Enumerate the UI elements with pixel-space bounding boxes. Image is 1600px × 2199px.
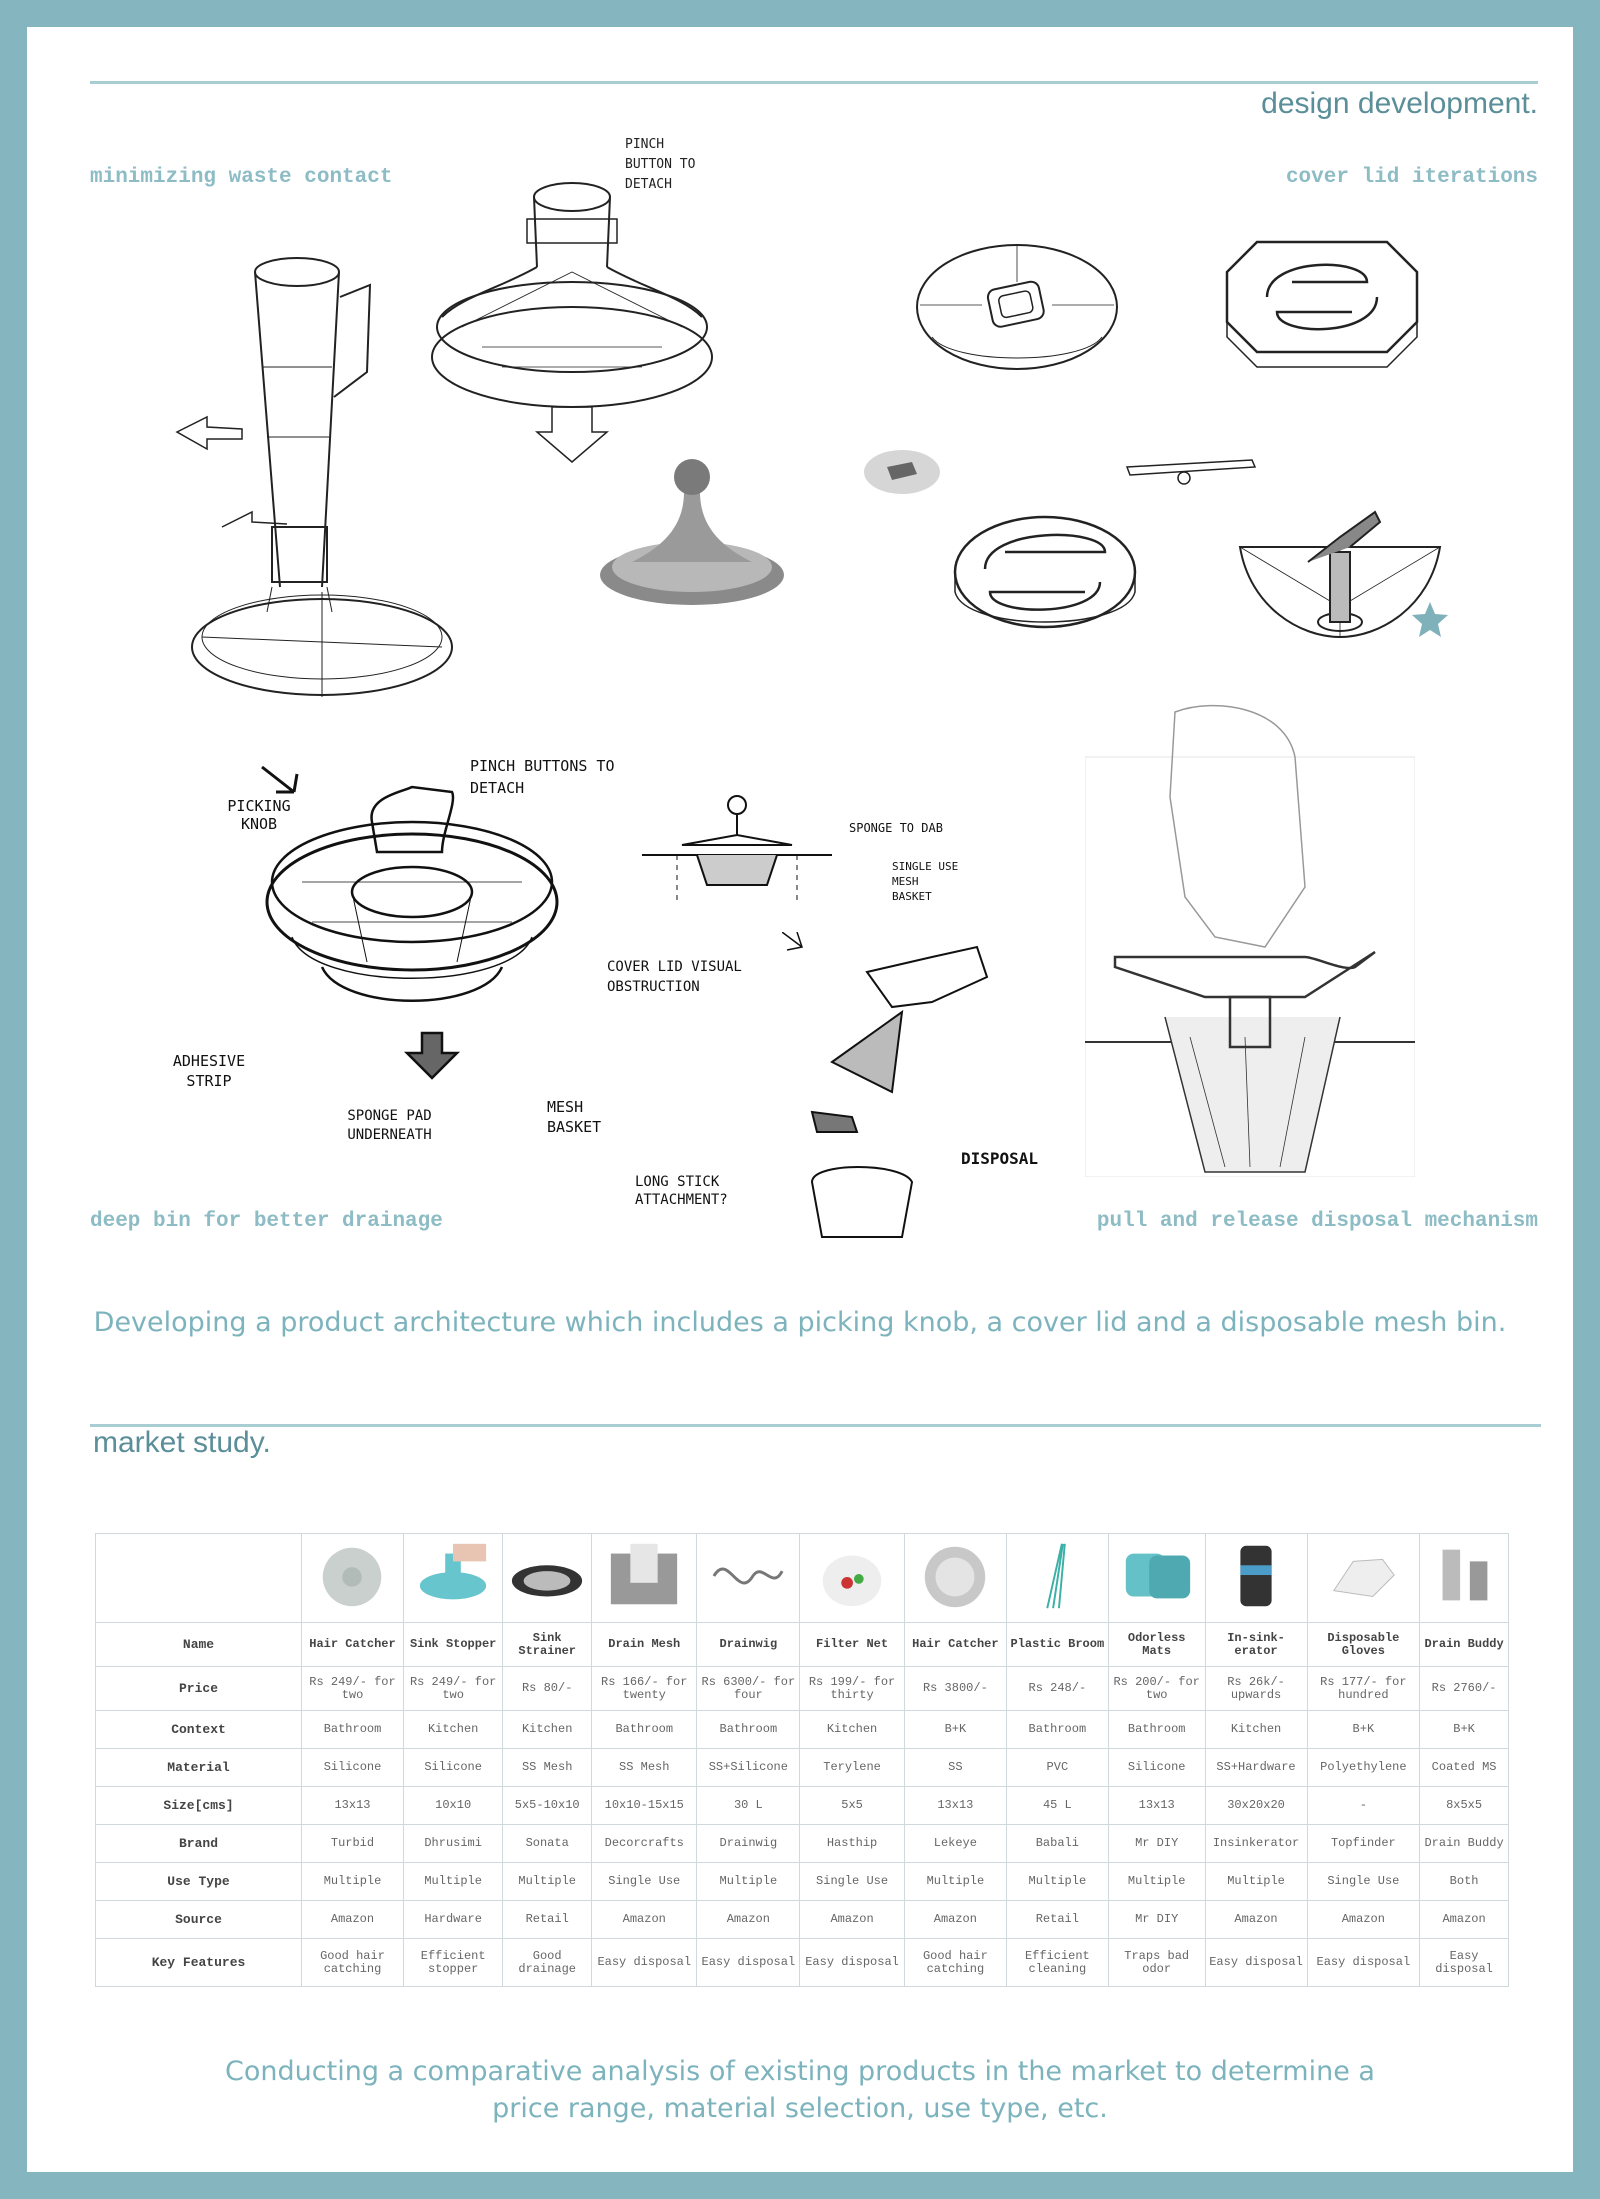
table-cell: 13x13: [1108, 1787, 1205, 1825]
table-cell: In-sink-erator: [1205, 1623, 1307, 1667]
table-cell: Rs 177/- for hundred: [1307, 1667, 1420, 1711]
table-cell: Drainwig: [697, 1825, 800, 1863]
table-cell: Decorcrafts: [592, 1825, 697, 1863]
table-cell: Rs 248/-: [1006, 1667, 1108, 1711]
product-thumb-8: [1006, 1534, 1108, 1623]
label-deep-bin: deep bin for better drainage: [90, 1210, 443, 1233]
table-cell: Easy disposal: [697, 1939, 800, 1987]
table-cell: Amazon: [1420, 1901, 1509, 1939]
table-row-size: [96, 1787, 1509, 1825]
table-cell: Kitchen: [503, 1711, 592, 1749]
table-cell: Rs 26k/- upwards: [1205, 1667, 1307, 1711]
table-cell: Amazon: [302, 1901, 404, 1939]
table-cell: SS Mesh: [503, 1749, 592, 1787]
top-rule: [90, 81, 1538, 84]
table-cell: Easy disposal: [1307, 1939, 1420, 1987]
row-header-key-features: Key Features: [96, 1939, 302, 1987]
table-cell: Hair Catcher: [904, 1623, 1006, 1667]
annotation-sponge-to-dab: SPONGE TO DAB: [849, 821, 943, 835]
row-header-brand: Brand: [96, 1825, 302, 1863]
table-cell: Rs 199/- for thirty: [800, 1667, 905, 1711]
table-cell: Plastic Broom: [1006, 1623, 1108, 1667]
table-cell: Kitchen: [800, 1711, 905, 1749]
product-thumb-6: [800, 1534, 905, 1623]
table-cell: 5x5-10x10: [503, 1787, 592, 1825]
product-thumb-1: [302, 1534, 404, 1623]
table-cell: Drainwig: [697, 1623, 800, 1667]
design-caption: Developing a product architecture which includes a picking knob, a cover lid and a disposable mesh bin.: [93, 1307, 1507, 1338]
table-row-brand: [96, 1825, 1509, 1863]
table-cell: Polyethylene: [1307, 1749, 1420, 1787]
table-cell: Easy disposal: [1420, 1939, 1509, 1987]
table-cell: Bathroom: [697, 1711, 800, 1749]
table-cell: Both: [1420, 1863, 1509, 1901]
table-cell: Dhrusimi: [403, 1825, 502, 1863]
row-header-name: Name: [96, 1623, 302, 1667]
annotation-picking-knob: PICKING KNOB: [227, 797, 291, 833]
table-cell: Hardware: [403, 1901, 502, 1939]
table-cell: Amazon: [800, 1901, 905, 1939]
annotation-pinch-buttons: PINCH BUTTONS TO DETACH: [470, 757, 615, 797]
drainwig-icon: [709, 1541, 787, 1611]
table-cell: Rs 200/- for two: [1108, 1667, 1205, 1711]
table-row-images: [96, 1534, 1509, 1623]
table-cell: Kitchen: [1205, 1711, 1307, 1749]
table-cell: Silicone: [302, 1749, 404, 1787]
table-cell: Easy disposal: [1205, 1939, 1307, 1987]
table-cell: Good drainage: [503, 1939, 592, 1987]
sketch-sponge-dab: [637, 795, 837, 905]
table-cell: Silicone: [1108, 1749, 1205, 1787]
table-cell: B+K: [1307, 1711, 1420, 1749]
table-cell: Hasthip: [800, 1825, 905, 1863]
table-cell: Sink Strainer: [503, 1623, 592, 1667]
row-header-source: Source: [96, 1901, 302, 1939]
table-cell: 10x10-15x15: [592, 1787, 697, 1825]
table-cell: Rs 6300/- for four: [697, 1667, 800, 1711]
table-row-use-type: [96, 1863, 1509, 1901]
table-cell: Lekeye: [904, 1825, 1006, 1863]
table-cell: Retail: [1006, 1901, 1108, 1939]
table-cell: Easy disposal: [800, 1939, 905, 1987]
table-cell: 13x13: [904, 1787, 1006, 1825]
poster-page: [27, 27, 1573, 2172]
table-cell: Rs 2760/-: [1420, 1667, 1509, 1711]
table-cell: 45 L: [1006, 1787, 1108, 1825]
table-cell: Terylene: [800, 1749, 905, 1787]
annotation-disposal: DISPOSAL: [961, 1149, 1039, 1168]
annotation-pinch-button: PINCH BUTTON TO DETACH: [625, 137, 696, 192]
table-cell: B+K: [1420, 1711, 1509, 1749]
table-cell: Multiple: [503, 1863, 592, 1901]
annotation-cover-lid: COVER LID VISUAL OBSTRUCTION: [607, 959, 742, 995]
table-cell: Multiple: [403, 1863, 502, 1901]
table-cell: Turbid: [302, 1825, 404, 1863]
table-cell: Multiple: [904, 1863, 1006, 1901]
table-cell: Amazon: [1205, 1901, 1307, 1939]
table-cell: 30x20x20: [1205, 1787, 1307, 1825]
lid-part-sideview: [1122, 445, 1262, 495]
product-thumb-5: [697, 1534, 800, 1623]
table-cell: Efficient stopper: [403, 1939, 502, 1987]
annotation-single-use: SINGLE USE MESH BASKET: [892, 860, 959, 903]
table-cell: Mr DIY: [1108, 1901, 1205, 1939]
market-caption: Conducting a comparative analysis of existing products in the market to determine a price range, material selection, use type, etc.: [225, 2056, 1375, 2124]
table-cell: Easy disposal: [592, 1939, 697, 1987]
table-row-source: [96, 1901, 1509, 1939]
table-cell: Sonata: [503, 1825, 592, 1863]
product-thumb-7: [904, 1534, 1006, 1623]
market-rule: [90, 1424, 1541, 1427]
table-cell: Hair Catcher: [302, 1623, 404, 1667]
product-thumb-4: [592, 1534, 697, 1623]
table-cell: Filter Net: [800, 1623, 905, 1667]
table-cell: SS Mesh: [592, 1749, 697, 1787]
table-cell: Retail: [503, 1901, 592, 1939]
filter-net-icon: [813, 1541, 891, 1611]
sink-stopper-icon: [414, 1541, 492, 1611]
table-cell: Traps bad odor: [1108, 1939, 1205, 1987]
table-cell: Rs 249/- for two: [302, 1667, 404, 1711]
table-cell: B+K: [904, 1711, 1006, 1749]
row-header-price: Price: [96, 1667, 302, 1711]
table-cell: Multiple: [1205, 1863, 1307, 1901]
lid-iteration-2: [1217, 222, 1427, 372]
table-row-context: [96, 1711, 1509, 1749]
table-cell: Insinkerator: [1205, 1825, 1307, 1863]
drain-buddy-icon: [1425, 1541, 1503, 1611]
table-cell: SS+Hardware: [1205, 1749, 1307, 1787]
table-cell: Single Use: [800, 1863, 905, 1901]
annotation-sponge-pad: SPONGE PAD UNDERNEATH: [347, 1108, 432, 1143]
table-cell: Mr DIY: [1108, 1825, 1205, 1863]
sketch-pull-release: [1085, 697, 1415, 1177]
table-cell: Rs 249/- for two: [403, 1667, 502, 1711]
sketch-pinch-knob: [422, 157, 742, 487]
table-cell: PVC: [1006, 1749, 1108, 1787]
in-sink-erator-icon: [1217, 1541, 1295, 1611]
table-cell: 13x13: [302, 1787, 404, 1825]
table-cell: Rs 166/- for twenty: [592, 1667, 697, 1711]
table-row-material: [96, 1749, 1509, 1787]
hair-catcher-steel-icon: [916, 1541, 994, 1611]
design-title: design development.: [1261, 87, 1538, 120]
table-cell: Multiple: [1108, 1863, 1205, 1901]
table-cell: Single Use: [1307, 1863, 1420, 1901]
lid-iteration-3: [945, 497, 1145, 647]
annotation-adhesive-strip: ADHESIVE STRIP: [172, 1052, 246, 1090]
product-thumb-12: [1420, 1534, 1509, 1623]
market-comparison-table: [95, 1533, 1509, 1987]
product-thumb-2: [403, 1534, 502, 1623]
table-cell: Single Use: [592, 1863, 697, 1901]
lid-iteration-1: [912, 227, 1122, 377]
table-cell: Disposable Gloves: [1307, 1623, 1420, 1667]
table-cell: Efficient cleaning: [1006, 1939, 1108, 1987]
table-cell: Amazon: [904, 1901, 1006, 1939]
table-row-key-features: [96, 1939, 1509, 1987]
product-thumb-11: [1307, 1534, 1420, 1623]
table-cell: Topfinder: [1307, 1825, 1420, 1863]
table-cell: Drain Buddy: [1420, 1825, 1509, 1863]
label-minimizing-waste: minimizing waste contact: [90, 166, 393, 189]
table-cell: Multiple: [302, 1863, 404, 1901]
sketch-hand-disposal: [782, 932, 1012, 1242]
drain-mesh-icon: [605, 1541, 683, 1611]
table-cell: Good hair catching: [302, 1939, 404, 1987]
table-cell: SS+Silicone: [697, 1749, 800, 1787]
table-cell: 5x5: [800, 1787, 905, 1825]
row-header-size: Size[cms]: [96, 1787, 302, 1825]
star-icon: [1410, 600, 1450, 640]
table-cell: Bathroom: [1108, 1711, 1205, 1749]
odorless-mats-icon: [1118, 1541, 1196, 1611]
table-cell: Bathroom: [592, 1711, 697, 1749]
table-cell: Multiple: [1006, 1863, 1108, 1901]
table-cell: Bathroom: [302, 1711, 404, 1749]
table-cell: Rs 80/-: [503, 1667, 592, 1711]
table-cell: Silicone: [403, 1749, 502, 1787]
product-thumb-3: [503, 1534, 592, 1623]
table-cell: Drain Buddy: [1420, 1623, 1509, 1667]
plastic-broom-icon: [1018, 1541, 1096, 1611]
table-cell: -: [1307, 1787, 1420, 1825]
table-corner-cell: [96, 1534, 302, 1623]
label-cover-lid-iterations: cover lid iterations: [1285, 166, 1538, 189]
row-header-context: Context: [96, 1711, 302, 1749]
sketch-shaded-knob: [592, 447, 792, 617]
table-cell: 30 L: [697, 1787, 800, 1825]
lid-iteration-small: [857, 432, 947, 502]
product-thumb-9: [1108, 1534, 1205, 1623]
table-cell: Rs 3800/-: [904, 1667, 1006, 1711]
row-header-use-type: Use Type: [96, 1863, 302, 1901]
table-row-price: [96, 1667, 1509, 1711]
market-title: market study.: [93, 1426, 271, 1459]
disposable-gloves-icon: [1324, 1541, 1402, 1611]
table-cell: Coated MS: [1420, 1749, 1509, 1787]
table-cell: Babali: [1006, 1825, 1108, 1863]
annotation-mesh-basket: MESH BASKET: [547, 1098, 602, 1136]
table-cell: Amazon: [697, 1901, 800, 1939]
sink-strainer-icon: [508, 1541, 586, 1611]
annotation-long-stick: LONG STICK ATTACHMENT?: [635, 1174, 728, 1208]
table-cell: Bathroom: [1006, 1711, 1108, 1749]
label-pull-release: pull and release disposal mechanism: [1096, 1210, 1538, 1233]
table-cell: Amazon: [592, 1901, 697, 1939]
hair-catcher-icon: [313, 1541, 391, 1611]
table-cell: Drain Mesh: [592, 1623, 697, 1667]
table-cell: Amazon: [1307, 1901, 1420, 1939]
table-cell: Multiple: [697, 1863, 800, 1901]
product-thumb-10: [1205, 1534, 1307, 1623]
table-cell: SS: [904, 1749, 1006, 1787]
table-cell: Good hair catching: [904, 1939, 1006, 1987]
table-cell: Kitchen: [403, 1711, 502, 1749]
table-row-name: [96, 1623, 1509, 1667]
table-cell: Sink Stopper: [403, 1623, 502, 1667]
table-cell: 10x10: [403, 1787, 502, 1825]
table-cell: Odorless Mats: [1108, 1623, 1205, 1667]
table-cell: 8x5x5: [1420, 1787, 1509, 1825]
row-header-material: Material: [96, 1749, 302, 1787]
